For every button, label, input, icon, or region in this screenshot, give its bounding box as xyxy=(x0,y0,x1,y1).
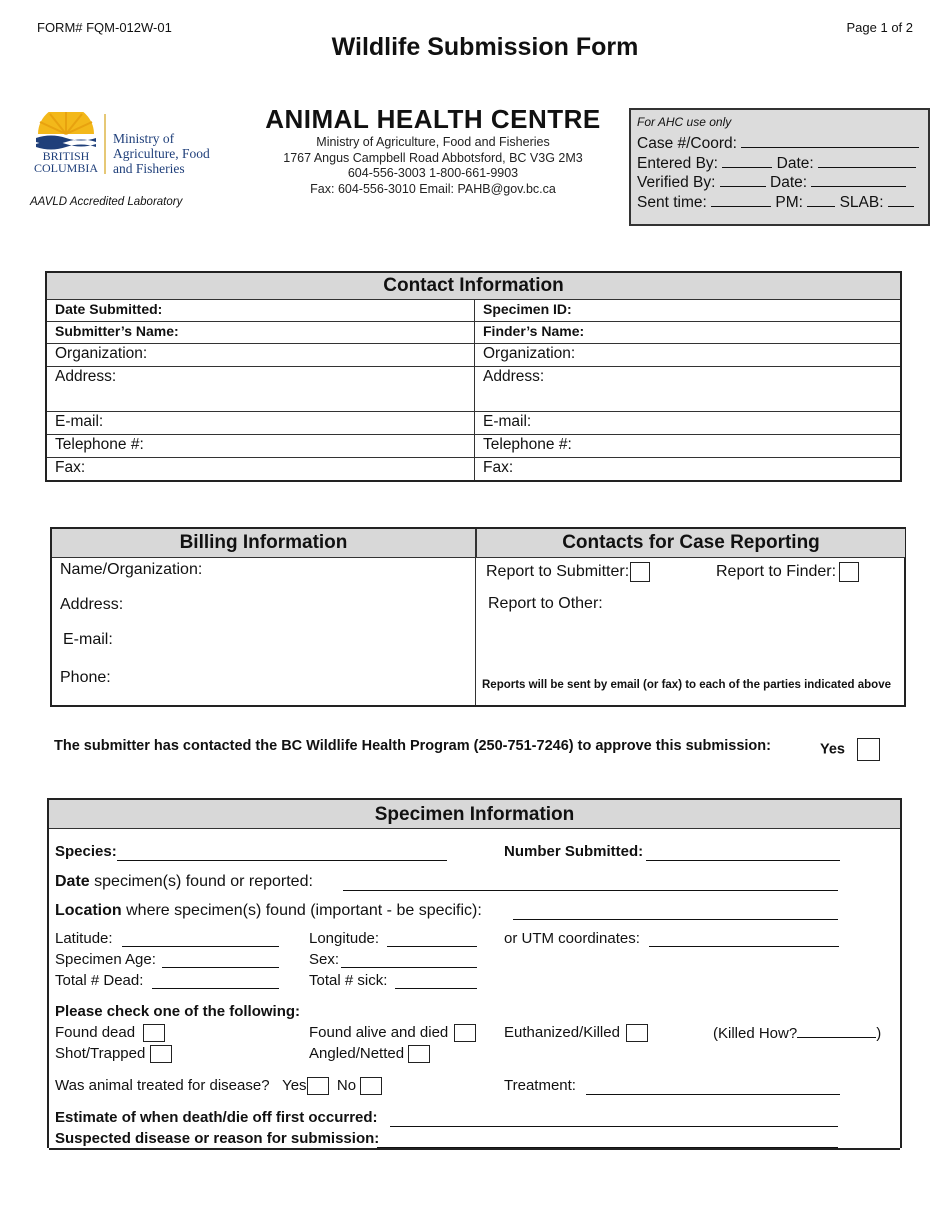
specimen-age-field[interactable] xyxy=(162,967,279,968)
report-other-field[interactable]: Report to Other: xyxy=(488,595,603,612)
total-sick-field[interactable] xyxy=(395,988,477,989)
killed-how-field[interactable] xyxy=(797,1024,876,1038)
killed-how-close: ) xyxy=(876,1025,882,1042)
euthanized-checkbox[interactable] xyxy=(626,1024,648,1042)
shot-trapped-label: Shot/Trapped xyxy=(55,1045,146,1062)
logo-ministry-line2: Agriculture, Food xyxy=(113,146,210,161)
finder-fax-field[interactable]: Fax: xyxy=(475,458,902,482)
finder-organization-field[interactable]: Organization: xyxy=(475,344,902,367)
billing-heading: Billing Information xyxy=(52,529,475,558)
suspected-label: Suspected disease or reason for submission: xyxy=(55,1130,380,1147)
location-field[interactable] xyxy=(513,919,838,920)
logo-line-british: BRITISH xyxy=(42,149,90,163)
submitter-address-field[interactable]: Address: xyxy=(46,367,475,412)
submitter-telephone-field[interactable]: Telephone #: xyxy=(46,435,475,458)
finder-address-field[interactable]: Address: xyxy=(475,367,902,412)
billing-reporting-section xyxy=(50,527,906,707)
lab-address-block xyxy=(258,104,608,197)
found-alive-checkbox[interactable] xyxy=(454,1024,476,1042)
logo-ministry-line1: Ministry of xyxy=(113,131,175,146)
latitude-field[interactable] xyxy=(122,946,279,947)
lab-ministry: Ministry of Agriculture, Food and Fisheries xyxy=(316,135,550,149)
location-bold-label: Location xyxy=(55,902,122,919)
total-dead-field[interactable] xyxy=(152,988,279,989)
treated-yes-checkbox[interactable] xyxy=(307,1077,329,1095)
entered-date-field[interactable] xyxy=(818,154,916,168)
lab-phones: 604-556-3003 1-800-661-9903 xyxy=(347,166,519,180)
check-one-heading: Please check one of the following: xyxy=(55,1003,301,1020)
finder-telephone-field[interactable]: Telephone #: xyxy=(475,435,902,458)
verified-by-label: Verified By: xyxy=(637,174,716,191)
longitude-label: Longitude: xyxy=(309,930,380,947)
entered-by-label: Entered By: xyxy=(637,154,718,172)
number-submitted-label: Number Submitted: xyxy=(504,843,644,860)
utm-label: or UTM coordinates: xyxy=(504,930,640,947)
billing-phone-field[interactable]: Phone: xyxy=(60,669,111,686)
found-dead-checkbox[interactable] xyxy=(143,1024,165,1042)
species-field[interactable] xyxy=(117,860,447,861)
specimen-age-label: Specimen Age: xyxy=(55,951,156,968)
treatment-label: Treatment: xyxy=(504,1077,576,1094)
approval-statement: The submitter has contacted the BC Wildlife Health Program (250-751-7246) to approve this submission: xyxy=(54,738,771,754)
sex-field[interactable] xyxy=(341,967,477,968)
finders-name-field[interactable]: Finder’s Name: xyxy=(475,322,902,344)
report-finder-checkbox[interactable] xyxy=(839,562,859,582)
date-submitted-field[interactable]: Date Submitted: xyxy=(46,300,475,322)
total-sick-label: Total # sick: xyxy=(309,972,388,989)
slab-label: SLAB: xyxy=(839,193,884,211)
page-number: Page 1 of 2 xyxy=(846,20,913,35)
verified-date-field[interactable] xyxy=(811,173,906,187)
submitter-fax-field[interactable]: Fax: xyxy=(46,458,475,482)
report-submitter-label: Report to Submitter: xyxy=(486,563,630,581)
lab-fax-email: Fax: 604-556-3010 Email: PAHB@gov.bc.ca xyxy=(310,181,556,196)
submitters-name-field[interactable]: Submitter’s Name: xyxy=(46,322,475,344)
date-bold-label: Date xyxy=(55,873,90,890)
treated-no-checkbox[interactable] xyxy=(360,1077,382,1095)
ahc-use-only-box xyxy=(629,108,930,226)
lab-name: ANIMAL HEALTH CENTRE xyxy=(265,104,601,134)
angled-netted-label: Angled/Netted xyxy=(309,1045,405,1062)
sent-time-label: Sent time: xyxy=(637,193,707,211)
location-label: where specimen(s) found (important - be specific): xyxy=(126,902,482,919)
approval-yes-label: Yes xyxy=(820,741,845,758)
contact-information-table xyxy=(45,271,902,482)
entered-date-label: Date: xyxy=(776,154,814,172)
utm-field[interactable] xyxy=(649,946,839,947)
case-coord-field[interactable] xyxy=(741,134,919,148)
sent-time-field[interactable] xyxy=(711,193,771,207)
case-coord-label: Case #/Coord: xyxy=(637,135,737,152)
logo-line-columbia: COLUMBIA xyxy=(34,161,99,175)
finder-email-field[interactable]: E-mail: xyxy=(475,412,902,435)
verified-date-label: Date: xyxy=(770,174,808,191)
accreditation-label: AAVLD Accredited Laboratory xyxy=(30,196,183,208)
bc-ministry-logo xyxy=(28,112,228,182)
reporting-note: Reports will be sent by email (or fax) to each of the parties indicated above xyxy=(482,679,891,691)
date-found-field[interactable] xyxy=(343,890,838,891)
lab-street: 1767 Angus Campbell Road Abbotsford, BC V3G 2M3 xyxy=(283,150,583,165)
treatment-field[interactable] xyxy=(586,1094,840,1095)
billing-address-field[interactable]: Address: xyxy=(60,596,124,613)
specimen-heading: Specimen Information xyxy=(49,800,900,829)
killed-how-label: (Killed How? xyxy=(713,1025,798,1042)
number-submitted-field[interactable] xyxy=(646,860,840,861)
submitter-email-field[interactable]: E-mail: xyxy=(46,412,475,435)
shot-trapped-checkbox[interactable] xyxy=(150,1045,172,1063)
treated-question: Was animal treated for disease? xyxy=(55,1077,270,1094)
submitter-organization-field[interactable]: Organization: xyxy=(46,344,475,367)
euthanized-label: Euthanized/Killed xyxy=(504,1024,620,1041)
page-title: Wildlife Submission Form xyxy=(331,33,639,61)
angled-netted-checkbox[interactable] xyxy=(408,1045,430,1063)
longitude-field[interactable] xyxy=(387,946,477,947)
form-number: FORM# FQM-012W-01 xyxy=(37,20,172,35)
slab-field[interactable] xyxy=(888,193,914,207)
treated-no-label: No xyxy=(336,1077,357,1094)
contact-heading: Contact Information xyxy=(46,272,901,300)
latitude-label: Latitude: xyxy=(55,930,113,947)
date-found-label: specimen(s) found or reported: xyxy=(94,873,313,890)
pm-field[interactable] xyxy=(807,193,835,207)
billing-name-org-field[interactable]: Name/Organization: xyxy=(60,561,203,578)
logo-ministry-line3: and Fisheries xyxy=(113,161,185,176)
found-dead-label: Found dead xyxy=(55,1024,136,1041)
found-alive-label: Found alive and died xyxy=(309,1024,449,1041)
specimen-information-section xyxy=(47,798,902,1148)
entered-by-field[interactable] xyxy=(722,154,772,168)
approval-yes-checkbox[interactable] xyxy=(857,738,880,761)
reporting-heading: Contacts for Case Reporting xyxy=(476,529,905,558)
estimate-field[interactable] xyxy=(390,1126,838,1127)
treated-yes-label: Yes xyxy=(282,1077,307,1094)
sex-label: Sex: xyxy=(309,951,340,968)
billing-email-field[interactable]: E-mail: xyxy=(63,631,113,648)
pm-label: PM: xyxy=(775,193,803,211)
ahc-box-heading: For AHC use only xyxy=(637,115,732,129)
verified-by-field[interactable] xyxy=(720,173,766,187)
estimate-label: Estimate of when death/die off first occurred: xyxy=(55,1109,378,1126)
total-dead-label: Total # Dead: xyxy=(55,972,144,989)
species-label: Species: xyxy=(55,843,117,860)
specimen-id-field[interactable]: Specimen ID: xyxy=(475,300,902,322)
report-finder-label: Report to Finder: xyxy=(716,563,837,581)
report-submitter-checkbox[interactable] xyxy=(630,562,650,582)
